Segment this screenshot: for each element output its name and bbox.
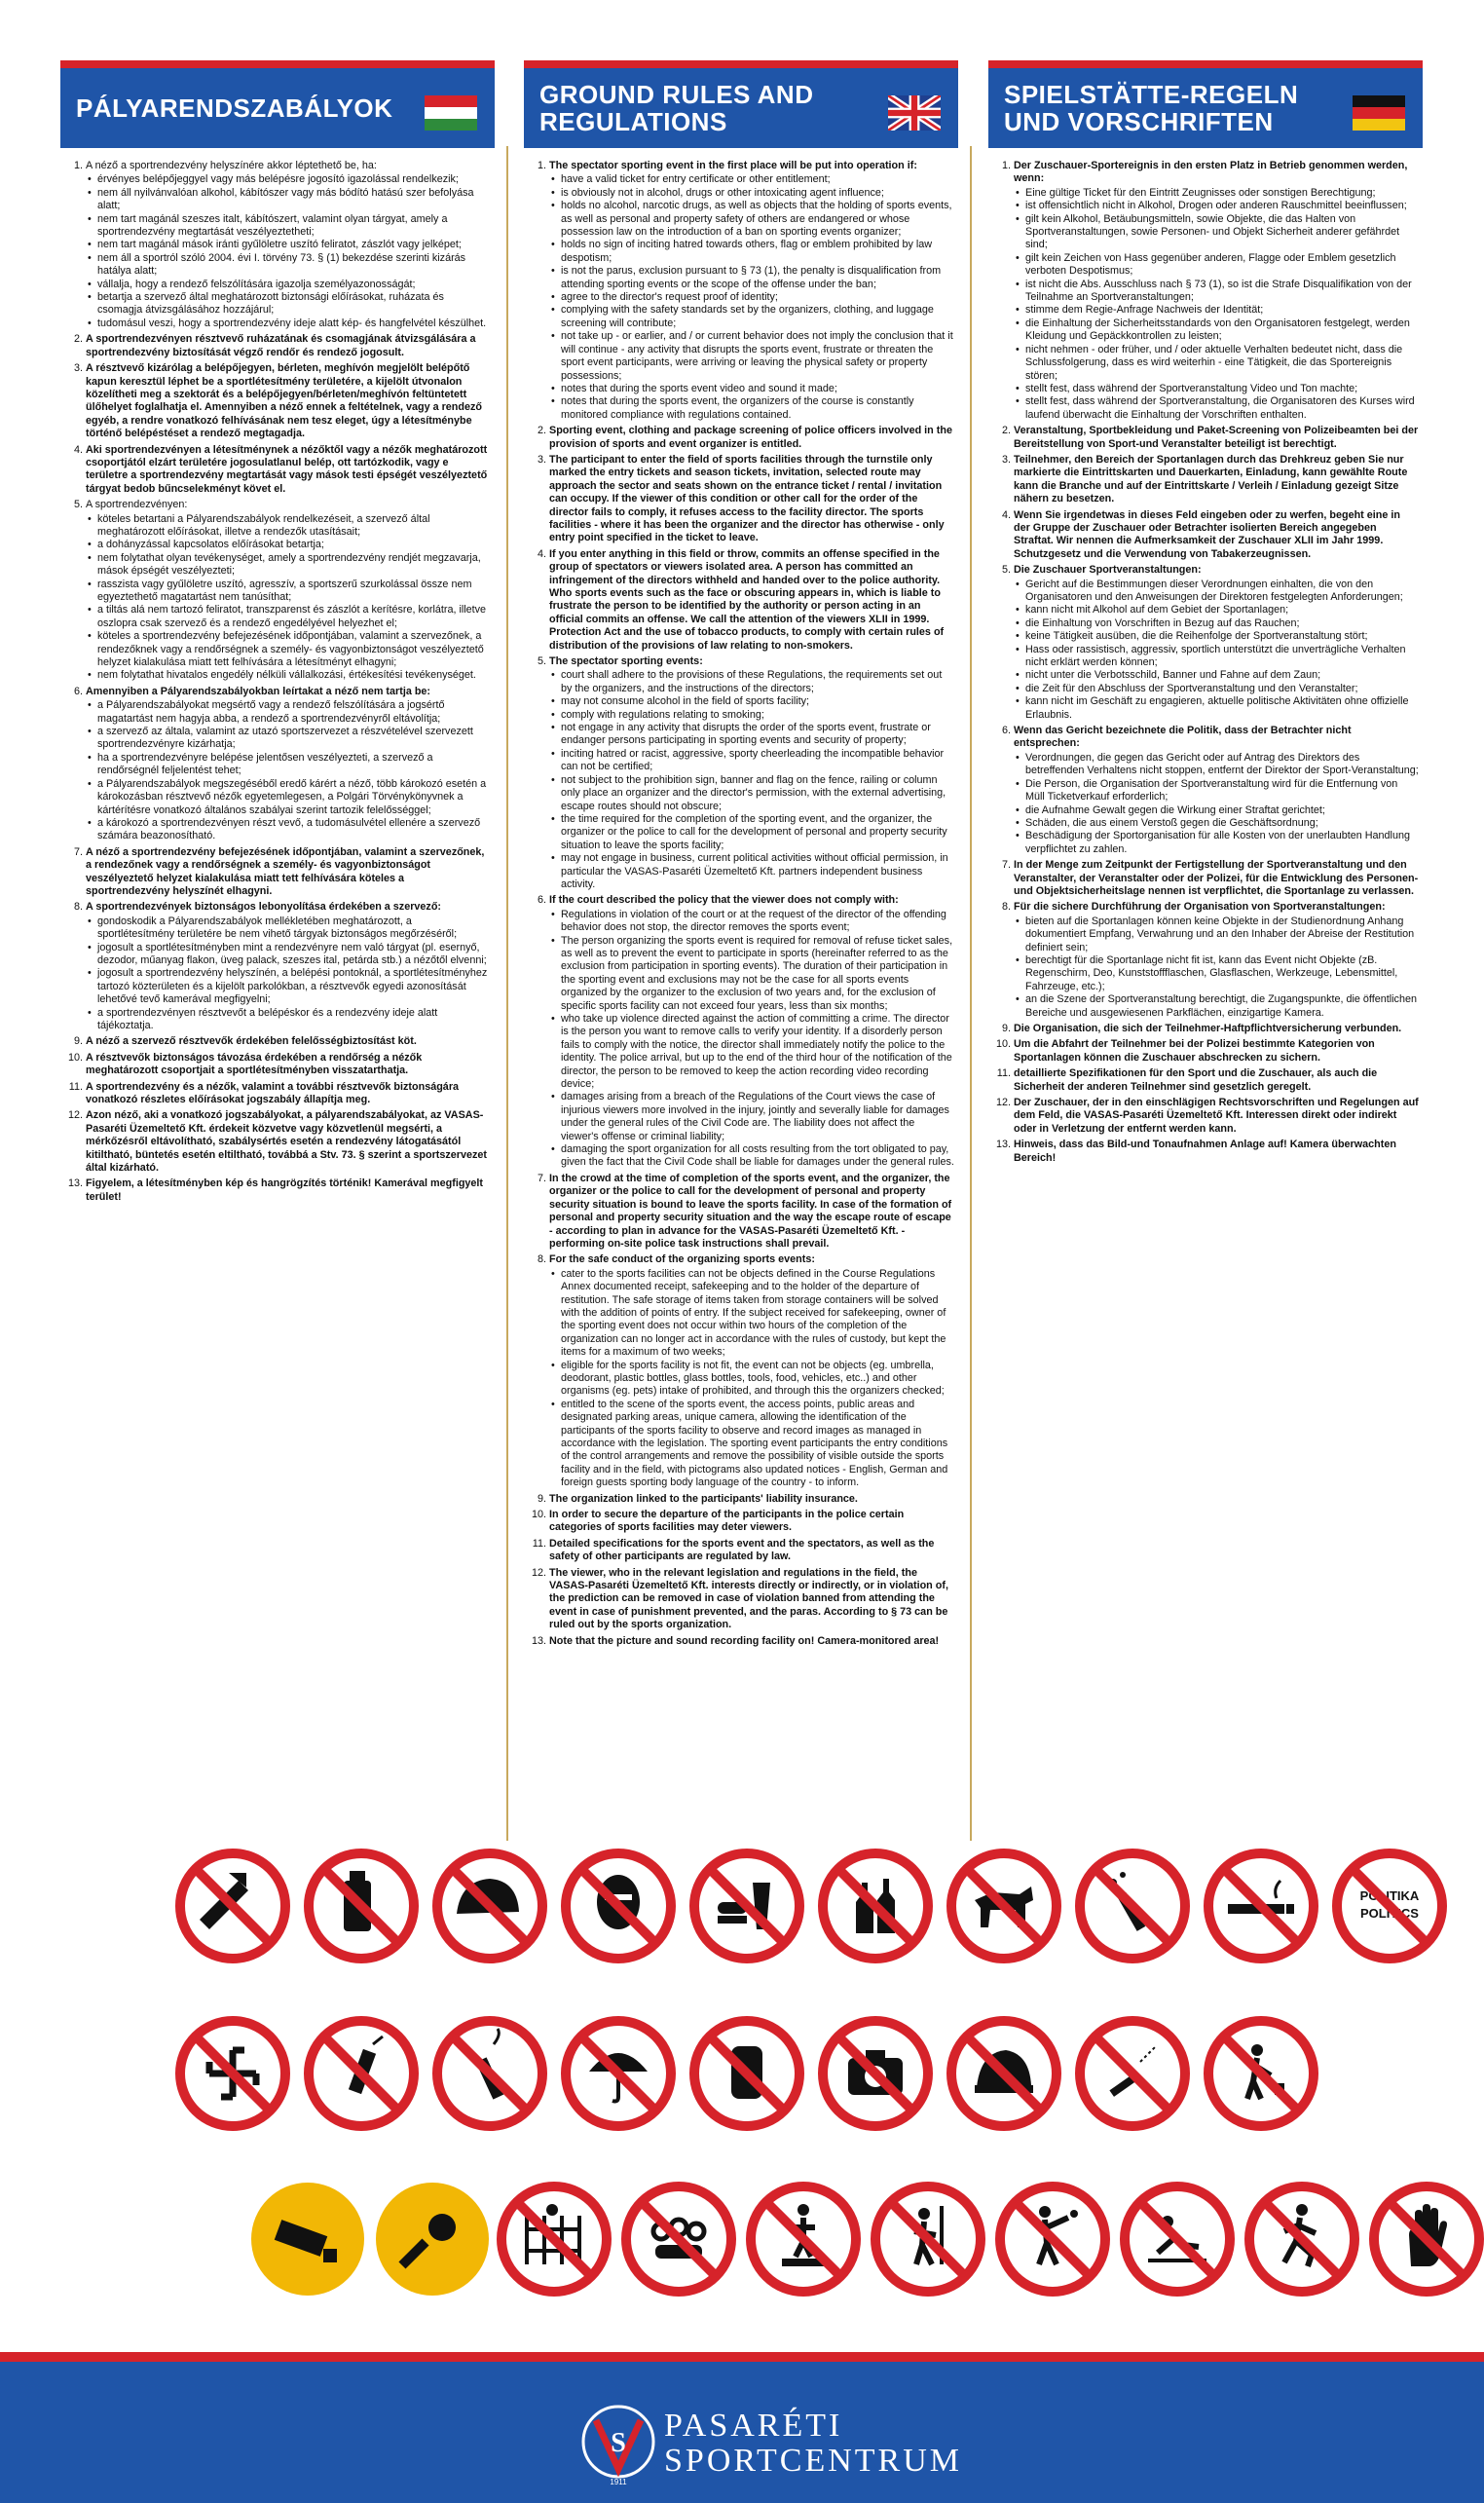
column-hungarian: [60, 60, 495, 1207]
no-thermos-icon: [685, 2011, 809, 2136]
rule-bullet: • gilt kein Alkohol, Betäubungsmitteln, sowie Objekte, die das Halten von Sportveranstaltungen, sowie Personen- und Objekt Sicherheit anderer gefährdet sind;: [1025, 213, 1419, 252]
rule-bullet: • Schäden, die aus einem Verstoß gegen die Geschäftsordnung;: [1025, 817, 1419, 830]
rule-bullet: • keine Tätigkeit ausüben, die die Reihenfolge der Sportveranstaltung stört;: [1025, 630, 1419, 643]
rule-item: [549, 655, 954, 891]
rule-item: [1014, 1097, 1419, 1136]
rule-item: [86, 1177, 491, 1204]
rule-bullets: [86, 915, 491, 1033]
rule-text: The spectator sporting events:: [549, 655, 703, 668]
rule-item: [549, 454, 954, 545]
rule-bullet: • Die Person, die Organisation der Sportveranstaltung wird für die Entfernung von Müll Ticketverkauf erforderlich;: [1025, 778, 1419, 804]
no-throwing-icon: [990, 2177, 1115, 2301]
no-fireworks-icon: [1070, 1844, 1195, 1968]
rule-text: Azon néző, aki a vonatkozó jogszabályokat, a pályarendszabályokat, az VASAS-Pasaréti Üzemeltető Kft. érdekeit közvetve vagy közvetlenül megsérti, a mérkőzésről eltávolítható, szabálysértés esetén a rendezvény látogatásától kitiltható, büntetés esetén eltiltható, továbbá a Stv. 73. § szerint a sportszervezet által kizárható.: [86, 1109, 487, 1175]
rules-list: [992, 160, 1419, 1165]
no-spray-cans-icon: [299, 1844, 424, 1968]
rule-bullet: • inciting hatred or racist, aggressive, sporty cheerleading the incompatible behavior can not be certified;: [561, 748, 954, 774]
rule-text: Wenn das Gericht bezeichnete die Politik, dass der Betrachter nicht entsprechen:: [1014, 725, 1352, 750]
rule-text: detaillierte Spezifikationen für den Sport und die Zuschauer, als auch die Sicherheit der anderen Teilnehmer sind gesetzlich geregelt.: [1014, 1067, 1378, 1093]
rule-bullet: • entitled to the scene of the sports event, the access points, public areas and designated parking areas, unique camera, allowing the identification of the participants of the sports facility to observe and record images as managed in accordance with the legislation. The sporting event participants the entry conditions of the control arrangements and remove the possibility of visible outside the sports facility and in the field, with pictograms also updated notices - English, German and foreign guests sporting body language of the country - to inform.: [561, 1399, 954, 1490]
rule-bullet: • Gericht auf die Bestimmungen dieser Verordnungen einhalten, die von den Organisatoren und den Anweisungen der Direktoren festgelegten Anforderungen;: [1025, 579, 1419, 605]
rule-item: [86, 686, 491, 843]
rule-bullet: • a Pályarendszabályokat megsértő vagy a rendező felszólítására a jogsértő magatartást nem hagyja abba, a rendező a sportrendezvényről eltávolítja;: [97, 699, 491, 726]
no-helmets-icon: [427, 1844, 552, 1968]
logo-line-1: PASARÉTI: [664, 2408, 843, 2444]
logo-emblem-icon: [575, 2401, 662, 2488]
rule-bullet: • comply with regulations relating to smoking;: [561, 709, 954, 722]
rule-bullet: • a tiltás alá nem tartozó feliratot, transzparenst és zászlót a kerítésre, korlátra, illetve oszlopra csak szervező és a rendező engedélyével helyezhet el;: [97, 604, 491, 630]
no-photography-icon: [813, 2011, 938, 2136]
rule-item: [86, 846, 491, 899]
rule-bullets: [1014, 915, 1419, 1020]
rule-item: [86, 444, 491, 497]
no-entry-restricted-icon: [866, 2177, 990, 2301]
no-helmet-icon: [942, 2011, 1066, 2136]
rule-bullet: • damaging the sport organization for all costs resulting from the tort obligated to pay, given the fact that the Civil Code shall be liable for damages under the general rules.: [561, 1143, 954, 1170]
rule-text: For the safe conduct of the organizing sports events:: [549, 1253, 815, 1266]
rule-bullet: • is obviously not in alcohol, drugs or other intoxicating agent influence;: [561, 187, 954, 200]
no-pitch-invasion-icon: [1115, 2177, 1240, 2301]
rule-item: [1014, 160, 1419, 422]
column-german: [988, 60, 1423, 1168]
no-smoking-icon: [1199, 1844, 1323, 1968]
rule-bullet: • nem folytathat olyan tevékenységet, amely a sportrendezvény rendjét megzavarja, mások épségét veszélyezteti;: [97, 552, 491, 579]
rule-bullets: [549, 173, 954, 422]
rule-bullet: • an die Szene der Sportveranstaltung berechtigt, die Zugangspunkte, die öffentlichen Bereiche und ausgewiesenen Parkflächen, einzigartige Kamera.: [1025, 993, 1419, 1020]
rule-bullet: • gondoskodik a Pályarendszabályok mellékletében meghatározott, a sportlétesítmény területére be nem vihető tárgyak biztonságos megőrzéséről;: [97, 915, 491, 942]
logo-year: 1911: [610, 2478, 627, 2486]
rule-bullet: • is not the parus, exclusion pursuant to § 73 (1), the penalty is disqualification from attending sporting events or the scope of the offense under the ban;: [561, 265, 954, 291]
rule-bullet: • a dohányzással kapcsolatos előírásokat betartja;: [97, 539, 491, 551]
no-littering-icon: [1199, 2011, 1323, 2136]
rule-item: [86, 160, 491, 330]
rule-bullet: • berechtigt für die Sportanlage nicht fit ist, kann das Event nicht Objekte (zB. Regenschirm, Deo, Kunststoffflaschen, Glasflaschen, Werkzeuge, Lebensmittel, Fahrzeuge, etc.);: [1025, 954, 1419, 993]
politics-label-hu: POLITIKA: [1359, 1888, 1420, 1903]
rule-bullet: • notes that during the sports event video and sound it made;: [561, 383, 954, 395]
rule-bullet: • köteles betartani a Pályarendszabályok rendelkezéseit, a szervező által meghatározott előírásokat, illetve a rendezők utasításait;: [97, 513, 491, 540]
rule-bullet: • stellt fest, dass während der Sportveranstaltung, die Organisatoren des Kurses wird laufend überwacht die Einhaltung der Vorschriften enthalten.: [1025, 395, 1419, 422]
rule-bullet: • not take up - or earlier, and / or current behavior does not imply the conclusion that it will continue - any activity that disrupts the sports event, frustrate or threaten the sport event participants, were arriving or leaving the physical safety or property possessions;: [561, 330, 954, 383]
no-food-drinks-icon: [685, 1844, 809, 1968]
rule-bullets: [1014, 579, 1419, 722]
rule-bullet: • die Zeit für den Abschluss der Sportveranstaltung und den Veranstalter;: [1025, 683, 1419, 695]
rule-bullet: • a szervező az általa, valamint az utazó sportszervezet a részvételével szervezett sportrendezvényre kizárhatja;: [97, 726, 491, 752]
rule-text: Der Zuschauer-Sportereignis in den ersten Platz in Betrieb genommen werden, wenn:: [1014, 160, 1408, 185]
rule-bullet: • kann nicht im Geschäft zu engagieren, aktuelle politische Aktivitäten ohne offizielle Erlaubnis.: [1025, 695, 1419, 722]
german-flag-icon: [1353, 95, 1405, 131]
no-masks-icon: [556, 1844, 681, 1968]
rule-item: [549, 548, 954, 653]
rule-bullets: [549, 1268, 954, 1490]
rule-item: [86, 1035, 491, 1048]
rule-bullets: [1014, 187, 1419, 422]
rule-item: [549, 1635, 954, 1648]
rule-bullet: • damages arising from a breach of the Regulations of the Court views the case of injurious viewers more involved in the injury, jointly and severally liable for damages under the general rules of the Civil Code are. The liability does not affect the viewer's offense or criminal liability;: [561, 1091, 954, 1143]
rule-item: [549, 1253, 954, 1489]
rule-bullet: • agree to the director's request proof of identity;: [561, 291, 954, 304]
rule-item: [549, 894, 954, 1170]
rule-bullet: • not subject to the prohibition sign, banner and flag on the fence, railing or column only place an organizer and the director's permission, with the external advertising, escape routes should not obscure;: [561, 774, 954, 813]
politics-label-en: POLITICS: [1360, 1906, 1419, 1921]
rule-bullet: • nicht unter die Verbotsschild, Banner und Fahne auf dem Zaun;: [1025, 669, 1419, 682]
no-brass-knuckles-icon: [616, 2177, 741, 2301]
rule-bullet: • nem áll nyilvánvalóan alkohol, kábítószer vagy más bódító hatású szer befolyása alatt;: [97, 187, 491, 213]
rule-bullet: • jogosult a sportlétesítményben mint a rendezvényre nem való tárgyat (pl. esernyő, dezodor, műanyag flakon, üveg palack, szeszes ital, petárda stb.) a nézőtől elvenni;: [97, 942, 491, 968]
rule-item: [1014, 1139, 1419, 1165]
no-extremist-symbols-icon: [170, 2011, 295, 2136]
rule-bullet: • rasszista vagy gyűlöletre uszító, agresszív, a sportszerű szurkolással össze nem egyeztethető magatartást nem tanúsíthat;: [97, 579, 491, 605]
no-politics-icon: [1327, 1844, 1452, 1968]
rule-bullet: • a károkozó a sportrendezvényen részt vevő, a tudomásulvétel ellenére a szervező számára beazonosítható.: [97, 817, 491, 843]
rule-text: Aki sportrendezvényen a létesítménynek a nézőktől vagy a nézők meghatározott csoportjától elzárt területére jogosulatlanul belép, ott tartózkodik, vagy e területre a sportrendezvény megtartását vagy mások testi épségét veszélyeztető tárgyat bedob bűncselekményt követ el.: [86, 443, 488, 495]
column-title: PÁLYARENDSZABÁLYOK: [76, 93, 393, 123]
rule-bullet: • nem tart magánál mások iránti gyűlöletre uszító feliratot, zászlót vagy jelképet;: [97, 239, 491, 251]
column-header: [524, 60, 958, 148]
rule-bullet: • nicht nehmen - oder früher, und / oder aktuelle Verhalten bedeutet nicht, dass die Schlussfolgerung, dass es wird weiterhin - eine Tätigkeit, die das Sportereignis stören;: [1025, 344, 1419, 383]
rule-bullet: • jogosult a sportrendezvény helyszínén, a belépési pontoknál, a sportlétesítményhez tartozó közterületen és a kijelölt parkolókban, a résztvevők egyedi azonosítását lehetővé tevő kamerával megfigyelni;: [97, 967, 491, 1006]
top-strip: [0, 0, 1484, 41]
rule-bullet: • die Aufnahme Gewalt gegen die Wirkung einer Straftat gerichtet;: [1025, 804, 1419, 817]
rule-bullet: • may not consume alcohol in the field of sports facility;: [561, 695, 954, 708]
rule-text: A sportrendezvények biztonságos lebonyolítása érdekében a szervező:: [86, 901, 442, 914]
rule-item: [549, 1493, 954, 1506]
column-divider: [970, 146, 972, 1841]
rules-ordered-list: [528, 160, 954, 1648]
rule-bullet: • The person organizing the sports event is required for removal of refuse ticket sales, as well as to prevent the event to participate in sports (hereinafter referred to as the exclusion from participation in sporting events). The duration of their participation in the sporting event and exclusions may not be the case for all sports events organized by the organizer to the exclusion of two years and, for the exclusion of specific sports facility can not exceed four years, less than six months;: [561, 935, 954, 1013]
no-climbing-fence-icon: [492, 2177, 616, 2301]
rule-item: [86, 1052, 491, 1078]
rule-item: [1014, 454, 1419, 506]
rule-item: [1014, 901, 1419, 1020]
rule-item: [1014, 564, 1419, 722]
rule-bullet: • érvényes belépőjeggyel vagy más belépésre jogosító igazolással rendelkezik;: [97, 173, 491, 186]
rule-bullets: [549, 909, 954, 1170]
rule-bullet: • eligible for the sports facility is not fit, the event can not be objects (eg. umbrella, deodorant, plastic bottles, glass bottles, tools, food, vehicles, etc..) and other organisms (eg. pets) intake of prohibited, and through this the organizers checked;: [561, 1360, 954, 1399]
no-standing-on-seats-icon: [741, 2177, 866, 2301]
rule-text: Sporting event, clothing and package screening of police officers involved in the provision of sports and event organizer is entitled.: [549, 425, 952, 450]
rule-text: The spectator sporting event in the first place will be put into operation if:: [549, 160, 917, 171]
rule-item: [86, 333, 491, 359]
stop-hand-icon: [1364, 2177, 1484, 2301]
rules-ordered-list: [992, 160, 1419, 1165]
no-umbrellas-icon: [556, 2011, 681, 2136]
rule-item: [549, 1509, 954, 1535]
rule-bullet: • die Einhaltung von Vorschriften in Bezug auf das Rauchen;: [1025, 617, 1419, 630]
no-laser-pointers-icon: [1070, 2011, 1195, 2136]
logo-line-2: SPORTCENTRUM: [664, 2443, 963, 2479]
rule-bullet: • a sportrendezvényen résztvevőt a belépéskor és a rendezvény ideje alatt tájékoztatja.: [97, 1007, 491, 1033]
rule-bullet: • gilt kein Zeichen von Hass gegenüber anderen, Flagge oder Emblem gesetzlich verboten Despotismus;: [1025, 252, 1419, 279]
rule-text: A résztvevő kizárólag a belépőjegyen, bérleten, meghívón megjelölt belépőtő kapun keresztül léphet be a sportlétesítmény területére, a kijelölt útvonalon közelítheti meg a szektorát és a belépőjegyen/bérleten/meghívón feltüntetett ülőhelyet foglalhatja el. Amennyiben a néző ennek a feltételnek, vagy a rendező egyéb, a rendre vonatkozó felhívásának nem tesz eleget, úgy a létesítménybe történő belépéstéset a rendező megtagadja.: [86, 362, 482, 440]
no-pyrotechnics-icon: [299, 2011, 424, 2136]
rule-text: Note that the picture and sound recording facility on! Camera-monitored area!: [549, 1634, 940, 1647]
rule-bullet: • not engage in any activity that disrupts the order of the sports event, frustrate or endanger persons participating in sporting events and security of property;: [561, 722, 954, 748]
rule-bullet: • ha a sportrendezvényre belépése jelentősen veszélyezteti, a szervező a rendőrségnél feljelentést tehet;: [97, 752, 491, 778]
rule-item: [549, 160, 954, 422]
rule-bullet: • a Pályarendszabályok megszegéséből eredő kárért a néző, több károkozó esetén a károkozásban résztvevő nézők egyetemlegesen, a Polgári Törvénykönyvnek a kártérítésre vonatkozó általános szabályai szerint tartozik felelősséggel;: [97, 778, 491, 817]
rule-bullet: • Beschädigung der Sportorganisation für alle Kosten von der unerlaubten Handlung verpflichtet zu zahlen.: [1025, 830, 1419, 856]
column-english: [524, 60, 958, 1651]
rule-bullet: • betartja a szervező által meghatározott biztonsági előírásokat, ruházata és csomagja átvizsgálásához hozzájárul;: [97, 291, 491, 318]
rule-bullet: • ist offensichtlich nicht in Alkohol, Drogen oder anderen Rauschmittel beeinflussen;: [1025, 200, 1419, 212]
rule-bullet: • die Einhaltung der Sicherheitsstandards von den Organisatoren festgelegt, werden Kleidung und Gepäckkontrollen zu leisten;: [1025, 318, 1419, 344]
rule-item: [86, 1081, 491, 1107]
rule-bullet: • nem folytathat hivatalos engedély nélküli vállalkozási, értékesítési tevékenységet.: [97, 669, 491, 682]
rule-text: Der Zuschauer, der in den einschlägigen Rechtsvorschriften und Regelungen auf dem Feld, die VASAS-Pasaréti Üzemeltető Kft. Interessen direkt oder indirekt oder in Verletzung der entfernt werden kann.: [1014, 1097, 1419, 1135]
rule-bullet: • complying with the safety standards set by the organizers, clothing, and luggage screening will contribute;: [561, 304, 954, 330]
rule-bullet: • Regulations in violation of the court or at the request of the director of the offending behavior does not stop, the director removes the sports event;: [561, 909, 954, 935]
rule-bullet: • cater to the sports facilities can not be objects defined in the Course Regulations Annex documented receipt, safekeeping and to the holder of the departure of restitution. The safe storage of items taken from storage containers will be solved with the addition of points of entry. If the subject received for safekeeping, owner of the sporting event does not occur within two hours of the completion of the organization can no longer act in accordance with the rules of custody, but kept the items for a maximum of two weeks;: [561, 1268, 954, 1360]
rule-item: [1014, 859, 1419, 898]
rules-list: [64, 160, 491, 1204]
rule-bullets: [86, 513, 491, 683]
rule-item: [1014, 725, 1419, 856]
rule-bullet: • stimme dem Regie-Anfrage Nachweis der Identität;: [1025, 304, 1419, 317]
rule-bullets: [86, 173, 491, 330]
rule-bullet: • nem áll a sportról szóló 2004. évi I. törvény 73. § (1) bekezdése szerinti kizárás hatálya alatt;: [97, 252, 491, 279]
rule-bullet: • the time required for the completion of the sporting event, and the organizer, the organizer or the police to call for the development of personal and property security situation to leave the sports facility;: [561, 813, 954, 852]
hungarian-flag-icon: [425, 95, 477, 131]
rules-list: [528, 160, 954, 1648]
rule-bullet: • vállalja, hogy a rendező felszólítására igazolja személyazonosságát;: [97, 279, 491, 291]
rule-item: [549, 425, 954, 451]
rule-text: Veranstaltung, Sportbekleidung und Paket-Screening von Polizeibeamten bei der Bereitstellung von Sport-und Veranstalter beteiligt ist berechtigt.: [1014, 425, 1419, 450]
rule-item: [1014, 1067, 1419, 1094]
rule-item: [549, 1173, 954, 1251]
rule-text: In der Menge zum Zeitpunkt der Fertigstellung der Sportveranstaltung und den Veranstalter, der Veranstalter oder der Polizei, für die Entwicklung des Personen-und Objektsicherheitslage nennen ist verpflichtet, die Sportanlage zu verlassen.: [1014, 859, 1419, 897]
rule-text: Für die sichere Durchführung der Organisation von Sportveranstaltungen:: [1014, 901, 1386, 914]
rule-bullet: • köteles a sportrendezvény befejezésének időpontjában, valamint a szervezőnek, a rendezőknek vagy a rendőrségnek a személy- és vagyonbiztonságot veszélyeztető helyzet kialakulása miatt tett felhívására a létesítményt elhagyni;: [97, 630, 491, 669]
logo-wordmark: [664, 2409, 962, 2479]
rule-item: [1014, 1038, 1419, 1065]
column-header: [988, 60, 1423, 148]
rule-text: Detailed specifications for the sports event and the spectators, as well as the safety of other participants are regulated by law.: [549, 1537, 935, 1563]
rule-text: The participant to enter the field of sports facilities through the turnstile only marked the entry tickets and season tickets, invitation, selected route may approach the sector and seats shown on the entrance ticket / rental / invitation can occupy. If the viewer of this condition or other call for the order of the director fails to comply, it refuses access to the facility director. The sports facilities - where it has been the organizer and the director has otherwise - only entry point specified in the ticket to leave.: [549, 453, 945, 544]
no-flares-icon: [427, 2011, 552, 2136]
rule-bullet: • court shall adhere to the provisions of these Regulations, the requirements set out by the organizers, and the instructions of the directors;: [561, 669, 954, 695]
rule-text: The organization linked to the participants' liability insurance.: [549, 1492, 858, 1505]
rule-bullet: • Hass oder rassistisch, aggressiv, sportlich unterstützt die unverträgliche Verhalten nicht erklärt werden können;: [1025, 644, 1419, 670]
rule-bullet: • who take up violence directed against the action of committing a crime. The director is the person you want to remove calls to verify your identity. If a disorderly person fails to comply with the notice, the director shall immediately notify the police to the identity. The police arrival, but up to the end of the third hour of the notification of the director, the person to be removed to keep the action recording video recording device;: [561, 1013, 954, 1091]
rule-item: [549, 1567, 954, 1632]
rule-bullet: • tudomásul veszi, hogy a sportrendezvény ideje alatt kép- és hangfelvétel készülhet.: [97, 318, 491, 330]
cctv-icon: [245, 2177, 370, 2301]
rule-bullet: • stellt fest, dass während der Sportveranstaltung Video und Ton machte;: [1025, 383, 1419, 395]
rule-text: A sportrendezvény és a nézők, valamint a további résztvevők biztonságára vonatkozó részletes előírásokat jogszabály állapítja meg.: [86, 1080, 460, 1106]
no-animals-icon: [942, 1844, 1066, 1968]
rule-text: Hinweis, dass das Bild-und Tonaufnahmen Anlage auf! Kamera überwachten Bereich!: [1014, 1139, 1396, 1164]
no-bottles-icon: [813, 1844, 938, 1968]
rule-text: Amennyiben a Pályarendszabályokban leírtakat a néző nem tartja be:: [86, 685, 431, 697]
rule-bullet: • kann nicht mit Alkohol auf dem Gebiet der Sportanlagen;: [1025, 604, 1419, 616]
svg-text:S: S: [611, 2428, 626, 2458]
rule-text: Die Organisation, die sich der Teilnehmer-Haftpflichtversicherung verbunden.: [1014, 1023, 1402, 1034]
rule-text: If the court described the policy that the viewer does not comply with:: [549, 894, 899, 907]
rule-item: [1014, 425, 1419, 451]
rule-text: A néző a sportrendezvény helyszínére akkor léptethető be, ha:: [86, 160, 377, 171]
rule-text: A néző a szervező résztvevők érdekében felelősségbiztosítást köt.: [86, 1035, 417, 1048]
prohibition-signs: [0, 1836, 1484, 2352]
uk-flag-icon: [888, 95, 941, 131]
rule-bullet: • bieten auf die Sportanlagen können keine Objekte in der Studienordnung Anhang dokumentiert Empfang, Verwahrung und an den Inhaber der Abreise der Restitution definiert sein;: [1025, 915, 1419, 954]
rule-bullet: • have a valid ticket for entry certificate or other entitlement;: [561, 173, 954, 186]
rule-text: A sportrendezvényen:: [86, 499, 188, 511]
rule-item: [86, 499, 491, 683]
rule-bullet: • notes that during the sports event, the organizers of the course is constantly monitored compliance with regulations contained.: [561, 395, 954, 422]
column-header: [60, 60, 495, 148]
rule-bullets: [86, 699, 491, 842]
rule-item: [1014, 1023, 1419, 1035]
rules-ordered-list: [64, 160, 491, 1204]
rule-text: Wenn Sie irgendetwas in dieses Feld eingeben oder zu werfen, begeht eine in der Gruppe der Zuschauer oder Betrachter isolierten Bereich angegeben Straftat. Wir nennen die Aufmerksamkeit der Zuschauer XLII im Jahr 1999. Schutzgesetz und die Verwendung von Tabakerzeugnissen.: [1014, 508, 1400, 560]
rule-bullet: • Verordnungen, die gegen das Gericht oder auf Antrag des Direktors des betreffenden Verhaltens nicht stoppen, entfernt der Direktor der Sport-Veranstaltung;: [1025, 752, 1419, 778]
rule-bullet: • holds no alcohol, narcotic drugs, as well as objects that the holding of sports events, as well as personal and property safety of others are endangered or whose possession law on the introduction of a ban on sporting events organizer;: [561, 200, 954, 239]
footer-band: [0, 2352, 1484, 2503]
rule-text: Um die Abfahrt der Teilnehmer bei der Polizei bestimmte Kategorien von Sportanlagen können die Zuschauer abschrecken zu sichern.: [1014, 1038, 1375, 1064]
rule-bullet: • Eine gültige Ticket für den Eintritt Zeugnisses oder sonstigen Berechtigung;: [1025, 187, 1419, 200]
rule-bullet: • may not engage in business, current political activities without official permission, in particular the VASAS-Pasaréti Üzemeltető Kft. partners independent business activity.: [561, 852, 954, 891]
no-weapons-icon: [170, 1844, 295, 1968]
rule-item: [86, 901, 491, 1032]
rule-text: A résztvevők biztonságos távozása érdekében a rendőrség a nézők meghatározott csoportjait a sportlétesítményben visszatarthatja.: [86, 1051, 423, 1077]
rule-item: [86, 1109, 491, 1175]
no-running-icon: [1240, 2177, 1364, 2301]
rule-text: Die Zuschauer Sportveranstaltungen:: [1014, 564, 1202, 577]
rule-text: The viewer, who in the relevant legislation and regulations in the field, the VASAS-Pasaréti Üzemeltető Kft. interests directly or indirectly, or in violation of, the prediction can be removed in case of violation banned from attending the event in case of punishment prevented, and the paras. According to § 73 can be ruled out by the sports organization.: [549, 1566, 948, 1631]
column-title: SPIELSTÄTTE-REGELN UND VORSCHRIFTEN: [1004, 80, 1299, 136]
rule-text: In order to secure the departure of the participants in the police certain categories of sports facilities may deter viewers.: [549, 1509, 905, 1534]
rule-bullet: • ist nicht die Abs. Ausschluss nach § 73 (1), so ist die Strafe Disqualifikation von der Teilnahme an Sportveranstaltungen;: [1025, 279, 1419, 305]
column-divider: [506, 146, 508, 1841]
rule-bullet: • holds no sign of inciting hatred towards others, flag or emblem prohibited by law despotism;: [561, 239, 954, 265]
microphone-icon: [370, 2177, 495, 2301]
column-title: GROUND RULES AND REGULATIONS: [539, 80, 814, 136]
rule-bullets: [549, 669, 954, 891]
rule-item: [549, 1538, 954, 1564]
rule-item: [86, 362, 491, 440]
rule-text: Teilnehmer, den Bereich der Sportanlagen durch das Drehkreuz geben Sie nur markierte die Eintrittskarten und Dauerkarten, Einladung, kann gewählte Route kann die Branche und auf der Eintrittskarte / Verleih / Einladung gezeigt Sitze nähern zu besetzen.: [1014, 453, 1408, 505]
rule-text: Figyelem, a létesítményben kép és hangrögzítés történik! Kamerával megfigyelt terület!: [86, 1177, 484, 1203]
pasareti-logo: [575, 2401, 963, 2488]
rule-text: A néző a sportrendezvény befejezésének időpontjában, valamint a szervezőnek, a rendezőnek vagy a rendőrségnek a személy- és vagyonbiztonságot veszélyeztető helyzet kialakulása miatt tett felhívására köteles a sportrendezvény helyszínét elhagyni.: [86, 845, 485, 897]
rule-bullet: • nem tart magánál szeszes italt, kábítószert, valamint olyan tárgyat, amely a sportrendezvény megtartását veszélyeztetheti;: [97, 213, 491, 240]
rule-bullets: [1014, 752, 1419, 856]
rule-text: In the crowd at the time of completion of the sports event, and the organizer, the organizer or the police to call for the development of personal and property security situation is bound to leave the sports facility. In case of the formation of personal and property security situation and the way the escape route of escape - according to plan in advance for the VASAS-Pasaréti Üzemeltető Kft. - performing on-site police task instructions shall prevail.: [549, 1172, 952, 1250]
rule-item: [1014, 509, 1419, 562]
rule-text: A sportrendezvényen résztvevő ruházatának és csomagjának átvizsgálására a sportrendezvény biztosítását végző rendőr és rendező jogosult.: [86, 333, 476, 358]
rule-text: If you enter anything in this field or throw, commits an offense specified in the group of spectators or viewers isolated area. A person has committed an infringement of the directors withheld and handed over to the police authority. Who sports events such as the face or obscuring appears in, which is liable to frustrate the person to be identified by the authority or person acting in an official commits an offense. We call the attention of the viewers XLII in 1999. Protection Act and the use of tobacco products, to comply with certain rules of distribution of the provisions of law relating to non-smokers.: [549, 547, 945, 652]
